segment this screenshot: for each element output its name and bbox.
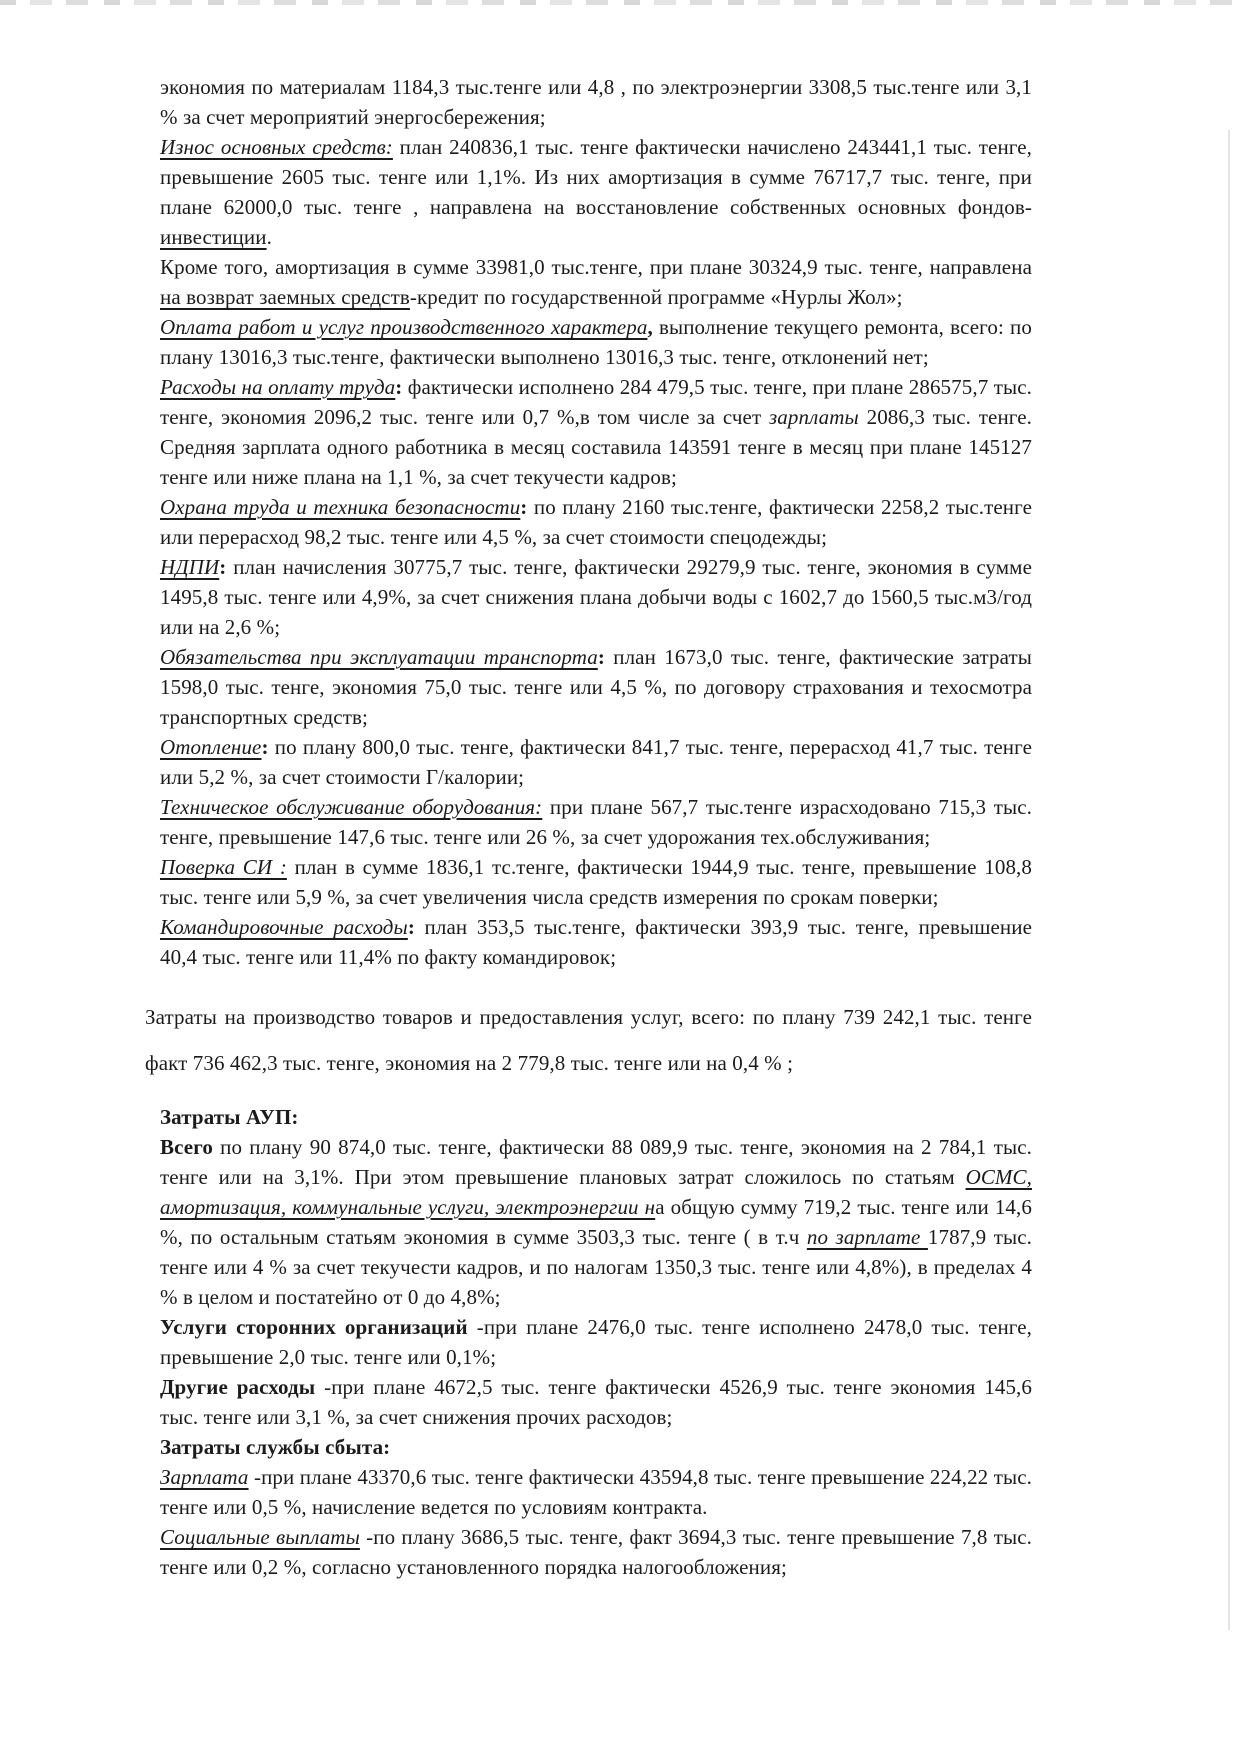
text-run: инвестиции [160, 225, 267, 249]
text-run: -по плану 3686,5 тыс. тенге, факт 3694,3 тыс. тенге превышение 7,8 тыс. тенге или 0,2 %, согласно установленного порядка налогообложения; [160, 1525, 1032, 1579]
text-run: : [597, 645, 605, 669]
para-travel-expenses [160, 912, 1032, 972]
text-run: Техническое обслуживание оборудования: [160, 795, 543, 819]
text-run: Затраты на производство товаров и предоставления услуг, всего: по плану 739 242,1 тыс. тенге факт 736 462,3 тыс. тенге, экономия на 2 779,8 тыс. тенге или на 0,4 % ; [145, 1005, 1032, 1075]
text-run: при плане 567,7 тыс.тенге израсходовано 715,3 тыс. тенге, превышение 147,6 тыс. тенге или 26 %, за счет удорожания тех.обслуживания; [160, 795, 1032, 849]
text-run: Кроме того, амортизация в сумме 33981,0 тыс.тенге, при плане 30324,9 тыс. тенге, направлена [160, 255, 1032, 279]
text-run: 2086,3 тыс. тенге. Средняя зарплата одного работника в месяц составила 143591 тенге в месяц при плане 145127 тенге или ниже плана на 1,1 %, за счет текучести кадров; [160, 405, 1032, 489]
text-run: Расходы на оплату труда [160, 375, 396, 399]
text-run: Поверка СИ : [160, 855, 287, 879]
text-run: по плану 90 874,0 тыс. тенге, фактически 88 089,9 тыс. тенге, экономия на 2 784,1 тыс. тенге или на 3,1%. При этом превышение плановых затрат сложилось по статьям [160, 1135, 1032, 1189]
text-run: : [520, 495, 528, 519]
scan-edge-artifact-top [0, 0, 1240, 5]
text-run: 1787,9 тыс. тенге или 4 % за счет текучести кадров, и по налогам 1350,3 тыс. тенге или 4,8%), в пределах 4 % в целом и постатейно от 0 до 4,8%; [160, 1225, 1032, 1309]
text-run: план 353,5 тыс.тенге, фактически 393,9 тыс. тенге, превышение 40,4 тыс. тенге или 11,4% по факту командировок; [160, 915, 1032, 969]
para-third-party-services [160, 1312, 1032, 1372]
para-other-expenses [160, 1372, 1032, 1432]
text-run: Социальные выплаты [160, 1525, 360, 1549]
text-run: на возврат заемных средств [160, 285, 410, 309]
para-production-works-payment [160, 312, 1032, 372]
text-run: : [219, 555, 227, 579]
text-run: -при плане 2476,0 тыс. тенге исполнено 2478,0 тыс. тенге, превышение 2,0 тыс. тенге или 0,1%; [160, 1315, 1032, 1369]
text-run: а общую сумму 719,2 тыс. тенге или 14,6 %, по остальным статьям экономия в сумме 3503,3 тыс. тенге ( в т.ч [160, 1195, 1032, 1249]
document-body [145, 72, 1033, 1582]
text-run: Командировочные расходы [160, 915, 408, 939]
para-materials-economy [160, 72, 1032, 132]
text-run: -кредит по государственной программе «Нурлы Жол»; [409, 285, 903, 309]
para-sales-salary [160, 1462, 1032, 1522]
text-run: Всего [160, 1135, 213, 1159]
text-run: . [266, 225, 272, 249]
heading-sales-costs [160, 1432, 1032, 1462]
text-run: по зарплате [806, 1225, 928, 1249]
para-transport-obligations [160, 642, 1032, 732]
para-si-verification [160, 852, 1032, 912]
text-run: Другие расходы [160, 1375, 316, 1399]
text-run: Затраты службы сбыта: [160, 1435, 391, 1459]
text-run: план начисления 30775,7 тыс. тенге, фактически 29279,9 тыс. тенге, экономия в сумме 1495,8 тыс. тенге или 4,9%, за счет снижения плана добычи воды с 1602,7 до 1560,5 тыс.м3/год или на 2,6 %; [160, 555, 1032, 639]
text-run: Отопление [160, 735, 262, 759]
text-run: план в сумме 1836,1 тс.тенге, фактически 1944,9 тыс. тенге, превышение 108,8 тыс. тенге или 5,9 %, за счет увеличения числа средств измерения по срокам поверки; [160, 855, 1032, 909]
text-run: Охрана труда и техника безопасности [160, 495, 521, 519]
heading-aup-costs [160, 1102, 1032, 1132]
text-run: -при плане 43370,6 тыс. тенге фактически 43594,8 тыс. тенге превышение 224,22 тыс. тенге или 0,5 %, начисление ведется по условиям контракта. [160, 1465, 1032, 1519]
text-run: Оплата работ и услуг производственного характера [160, 315, 648, 339]
text-run: экономия по материалам 1184,3 тыс.тенге или 4,8 , по электроэнергии 3308,5 тыс.тенге или 3,1 % за счет мероприятий энергосбережения; [160, 75, 1032, 129]
text-run: : [407, 915, 415, 939]
text-run: план 240836,1 тыс. тенге фактически начислено 243441,1 тыс. тенге, превышение 2605 тыс. тенге или 1,1%. Из них амортизация в сумме 76717,7 тыс. тенге, при плане 62000,0 тыс. тенге , направлена на восстановление собственных основных фондов- [160, 135, 1032, 219]
text-run: Услуги сторонних организаций [160, 1315, 468, 1339]
text-run: ОСМС, амортизация, коммунальные услуги, электроэнергии н [160, 1165, 1032, 1219]
para-heating [160, 732, 1032, 792]
text-run: НДПИ [160, 555, 220, 579]
text-run: : [261, 735, 269, 759]
text-run: Обязательства при эксплуатации транспорта [160, 645, 598, 669]
para-amortization-loan-return [160, 252, 1032, 312]
text-run: фактически исполнено 284 479,5 тыс. тенге, при плане 286575,7 тыс. тенге, экономия 2096,2 тыс. тенге или 0,7 %,в том числе за счет [160, 375, 1032, 429]
text-run: выполнение текущего ремонта, всего: по плану 13016,3 тыс.тенге, фактически выполнено 13016,3 тыс. тенге, отклонений нет; [160, 315, 1032, 369]
para-ndpi [160, 552, 1032, 642]
para-production-total [145, 994, 1032, 1086]
text-run: по плану 2160 тыс.тенге, фактически 2258,2 тыс.тенге или перерасход 98,2 тыс. тенге или 4,5 %, за счет стоимости спецодежды; [160, 495, 1032, 549]
para-labor-costs [160, 372, 1032, 492]
para-social-payments [160, 1522, 1032, 1582]
text-run: зарплаты [769, 405, 859, 429]
text-run: Износ основных средств: [160, 135, 393, 159]
para-fixed-assets-wear [160, 132, 1032, 252]
text-run: , [647, 315, 653, 339]
text-run: план 1673,0 тыс. тенге, фактические затраты 1598,0 тыс. тенге, экономия 75,0 тыс. тенге или 4,5 %, по договору страхования и техосмотра транспортных средств; [160, 645, 1032, 729]
text-run: Зарплата [160, 1465, 249, 1489]
scan-edge-artifact-right [1228, 130, 1230, 1630]
para-labor-safety [160, 492, 1032, 552]
text-run: -при плане 4672,5 тыс. тенге фактически 4526,9 тыс. тенге экономия 145,6 тыс. тенге или 3,1 %, за счет снижения прочих расходов; [160, 1375, 1033, 1429]
para-aup-total [160, 1132, 1032, 1312]
text-run: : [395, 375, 403, 399]
para-equipment-maintenance [160, 792, 1032, 852]
text-run: по плану 800,0 тыс. тенге, фактически 841,7 тыс. тенге, перерасход 41,7 тыс. тенге или 5,2 %, за счет стоимости Г/калории; [160, 735, 1032, 789]
text-run: Затраты АУП: [160, 1105, 299, 1129]
